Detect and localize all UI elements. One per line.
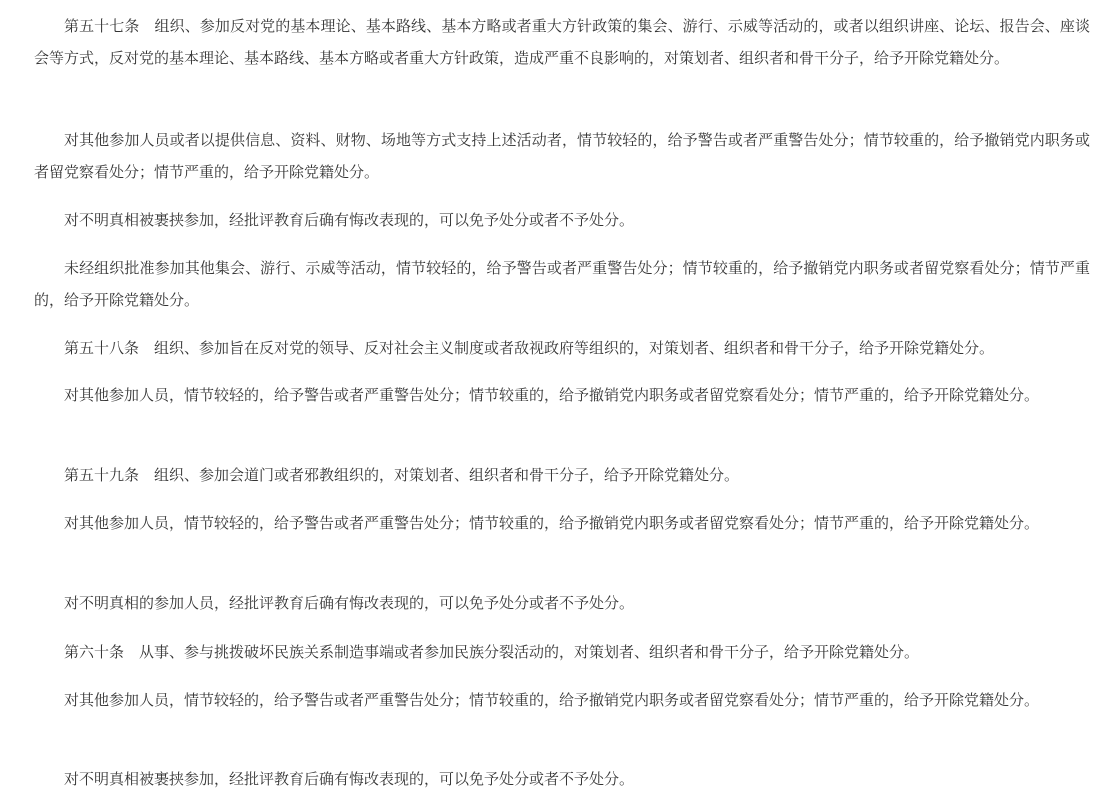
paragraph-article-57-others: 对其他参加人员或者以提供信息、资料、财物、场地等方式支持上述活动者，情节较轻的，给予警告或者严重警告处分；情节较重的，给予撤销党内职务或者留党察看处分；情节严重的，给予开除党籍处分。 [34, 131, 1090, 181]
paragraph-article-57-exemption: 对不明真相被裹挟参加，经批评教育后确有悔改表现的，可以免予处分或者不予处分。 [64, 211, 635, 229]
paragraph-article-57-unapproved: 未经组织批准参加其他集会、游行、示威等活动，情节较轻的，给予警告或者严重警告处分；情节较重的，给予撤销党内职务或者留党察看处分；情节严重的，给予开除党籍处分。 [34, 259, 1090, 309]
paragraph-article-59-exemption: 对不明真相的参加人员，经批评教育后确有悔改表现的，可以免予处分或者不予处分。 [64, 594, 635, 612]
paragraph-article-60-others: 对其他参加人员，情节较轻的，给予警告或者严重警告处分；情节较重的，给予撤销党内职务或者留党察看处分；情节严重的，给予开除党籍处分。 [64, 691, 1040, 709]
paragraph-article-57: 第五十七条 组织、参加反对党的基本理论、基本路线、基本方略或者重大方针政策的集会、游行、示威等活动的，或者以组织讲座、论坛、报告会、座谈会等方式，反对党的基本理论、基本路线、基本方略或者重大方针政策，造成严重不良影响的，对策划者、组织者和骨干分子，给予开除党籍处分。 [34, 17, 1090, 67]
paragraph-article-60: 第六十条 从事、参与挑拨破坏民族关系制造事端或者参加民族分裂活动的，对策划者、组织者和骨干分子，给予开除党籍处分。 [64, 643, 920, 661]
paragraph-article-58-others: 对其他参加人员，情节较轻的，给予警告或者严重警告处分；情节较重的，给予撤销党内职务或者留党察看处分；情节严重的，给予开除党籍处分。 [64, 386, 1040, 404]
paragraph-article-60-exemption: 对不明真相被裹挟参加，经批评教育后确有悔改表现的，可以免予处分或者不予处分。 [64, 770, 635, 788]
paragraph-article-59-others: 对其他参加人员，情节较轻的，给予警告或者严重警告处分；情节较重的，给予撤销党内职务或者留党察看处分；情节严重的，给予开除党籍处分。 [64, 514, 1040, 532]
paragraph-article-58: 第五十八条 组织、参加旨在反对党的领导、反对社会主义制度或者敌视政府等组织的，对策划者、组织者和骨干分子，给予开除党籍处分。 [64, 339, 995, 357]
paragraph-article-59: 第五十九条 组织、参加会道门或者邪教组织的，对策划者、组织者和骨干分子，给予开除党籍处分。 [64, 466, 740, 484]
